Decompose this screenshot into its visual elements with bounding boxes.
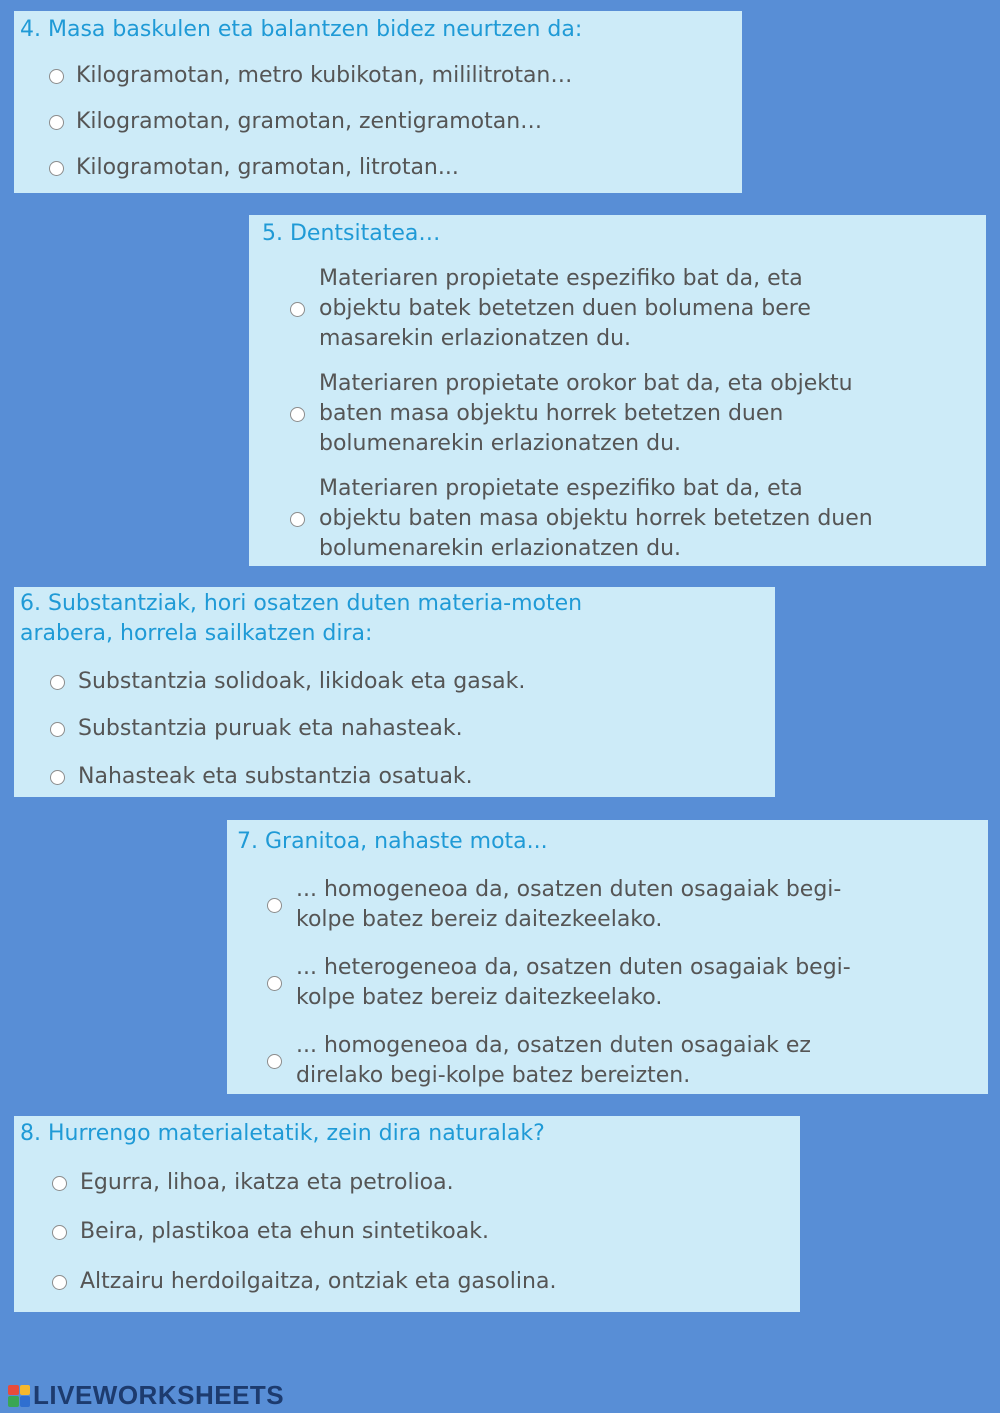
question-6-option-2[interactable] (50, 714, 463, 744)
option-label-line: direlako begi-kolpe batez bereizten. (296, 1063, 691, 1088)
option-label: Egurra, lihoa, ikatza eta petrolioa. (80, 1170, 454, 1195)
question-5-title: 5. Dentsitatea… (262, 221, 441, 246)
question-5-box (249, 215, 986, 566)
question-8-title: 8. Hurrengo materialetatik, zein dira naturalak? (20, 1121, 545, 1146)
question-6-title (20, 589, 582, 649)
radio-button[interactable] (50, 675, 65, 690)
option-label (319, 474, 873, 564)
question-5-option-1[interactable] (290, 264, 811, 354)
brand-name: LIVEWORKSHEETS (33, 1380, 285, 1410)
question-8-option-1[interactable] (52, 1168, 454, 1198)
option-label-line: masarekin erlazionatzen du. (319, 326, 632, 351)
option-label: Kilogramotan, gramotan, litrotan... (76, 155, 459, 180)
option-label (319, 369, 853, 459)
question-4-option-1[interactable] (49, 61, 572, 91)
question-4-box (14, 11, 742, 193)
question-4-option-3[interactable] (49, 153, 459, 183)
option-label (319, 264, 811, 354)
radio-button[interactable] (52, 1176, 67, 1191)
option-label: Nahasteak eta substantzia osatuak. (78, 764, 473, 789)
option-label-line: ... heterogeneoa da, osatzen duten osagaiak begi- (296, 955, 851, 980)
question-5-option-2[interactable] (290, 369, 853, 459)
option-label-line: bolumenarekin erlazionatzen du. (319, 536, 682, 561)
radio-button[interactable] (267, 976, 282, 991)
option-label: Altzairu herdoilgaitza, ontziak eta gasolina. (80, 1269, 557, 1294)
option-label: Beira, plastikoa eta ehun sintetikoak. (80, 1219, 489, 1244)
option-label-line: kolpe batez bereiz daitezkeelako. (296, 985, 663, 1010)
radio-button[interactable] (52, 1225, 67, 1240)
question-4-title: 4. Masa baskulen eta balantzen bidez neurtzen da: (20, 17, 583, 42)
option-label-line: ... homogeneoa da, osatzen duten osagaiak begi- (296, 877, 842, 902)
question-6-option-1[interactable] (50, 667, 525, 697)
option-label: Kilogramotan, gramotan, zentigramotan… (76, 109, 543, 134)
question-8-option-3[interactable] (52, 1267, 556, 1297)
radio-button[interactable] (290, 407, 305, 422)
question-6-option-3[interactable] (50, 762, 473, 792)
question-8-box (14, 1116, 800, 1312)
radio-button[interactable] (49, 115, 64, 130)
option-label (296, 953, 851, 1013)
option-label-line: objektu baten masa objektu horrek betetzen duen (319, 506, 873, 531)
question-6-title-line: 6. Substantziak, hori osatzen duten materia-moten (20, 591, 583, 616)
question-6-title-line: arabera, horrela sailkatzen dira: (20, 621, 373, 646)
option-label-line: bolumenarekin erlazionatzen du. (319, 431, 682, 456)
radio-button[interactable] (50, 722, 65, 737)
radio-button[interactable] (52, 1275, 67, 1290)
option-label (296, 1031, 811, 1091)
option-label-line: objektu batek betetzen duen bolumena bere (319, 296, 811, 321)
option-label-line: Materiaren propietate espezifiko bat da, eta (319, 476, 803, 501)
option-label-line: baten masa objektu horrek betetzen duen (319, 401, 784, 426)
radio-button[interactable] (49, 161, 64, 176)
radio-button[interactable] (290, 302, 305, 317)
liveworksheets-brand (8, 1380, 284, 1411)
radio-button[interactable] (267, 898, 282, 913)
option-label: Substantzia puruak eta nahasteak. (78, 716, 463, 741)
question-7-option-1[interactable] (267, 875, 841, 935)
question-7-option-2[interactable] (267, 953, 851, 1013)
option-label-line: Materiaren propietate espezifiko bat da, eta (319, 266, 803, 291)
option-label-line: kolpe batez bereiz daitezkeelako. (296, 907, 663, 932)
question-7-box (227, 820, 988, 1094)
radio-button[interactable] (50, 770, 65, 785)
radio-button[interactable] (290, 512, 305, 527)
option-label (296, 875, 841, 935)
question-7-option-3[interactable] (267, 1031, 811, 1091)
question-7-title: 7. Granitoa, nahaste mota... (237, 829, 548, 854)
option-label-line: Materiaren propietate orokor bat da, eta objektu (319, 371, 853, 396)
option-label-line: ... homogeneoa da, osatzen duten osagaiak ez (296, 1033, 811, 1058)
radio-button[interactable] (267, 1054, 282, 1069)
liveworksheets-logo-icon (8, 1385, 30, 1407)
question-4-option-2[interactable] (49, 107, 542, 137)
question-8-option-2[interactable] (52, 1217, 489, 1247)
radio-button[interactable] (49, 69, 64, 84)
question-6-box (14, 587, 775, 797)
question-5-option-3[interactable] (290, 474, 873, 564)
option-label: Substantzia solidoak, likidoak eta gasak. (78, 669, 526, 694)
option-label: Kilogramotan, metro kubikotan, mililitrotan… (76, 63, 573, 88)
